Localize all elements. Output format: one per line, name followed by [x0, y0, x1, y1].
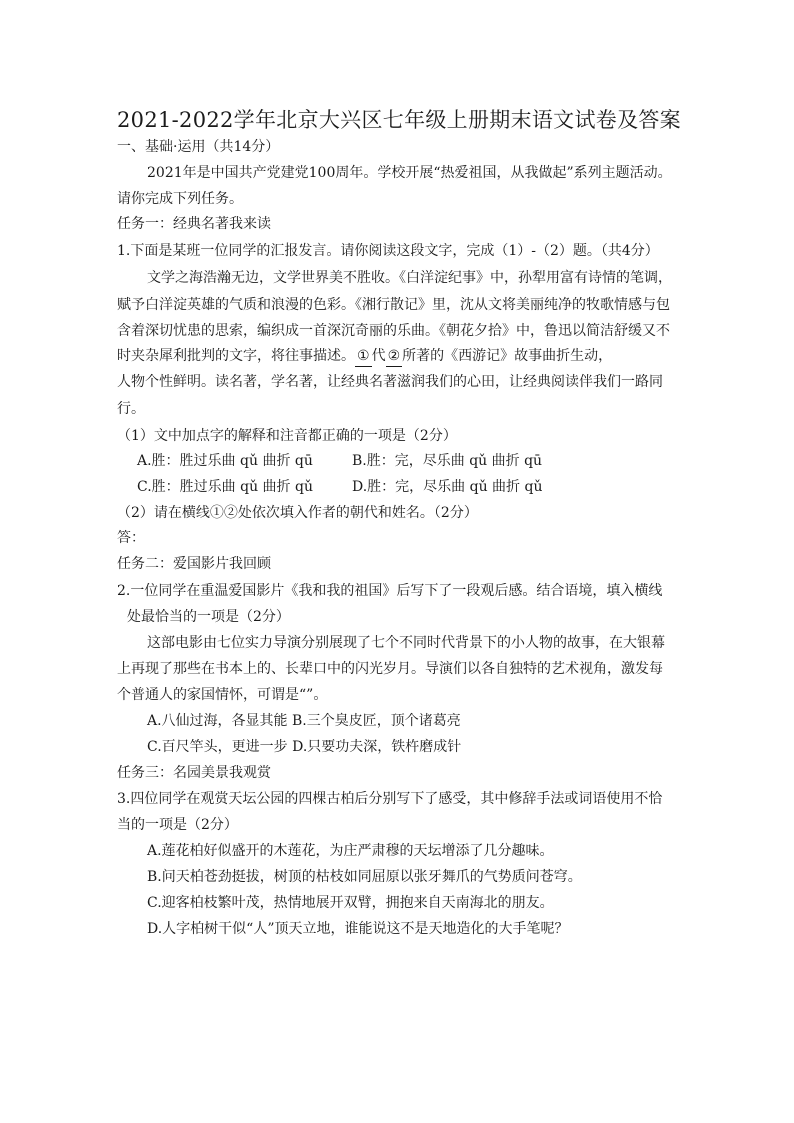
intro-line: 2021年是中国共产党建党100周年。学校开展“热爱祖国，从我做起”系列主题活动。	[147, 165, 672, 181]
task-heading: 任务二：爱国影片我回顾	[117, 556, 271, 572]
passage-line: 赋予白洋淀英雄的气质和浪漫的色彩。《湘行散记》里，沈从文将美丽纯净的牧歌情感与包	[117, 297, 670, 313]
question-stem: 3.四位同学在观赏天坛公园的四棵古柏后分别写下了感受，其中修辞手法或词语使用不恰	[117, 791, 663, 807]
question-stem: 2.一位同学在重温爱国影片《我和我的祖国》后写下了一段观后感。结合语境，填入横线	[117, 583, 663, 599]
passage-text: 代	[371, 348, 386, 364]
passage-line: 人物个性鲜明。读名著，学名著，让经典名著滋润我们的心田，让经典阅读伴我们一路同	[117, 374, 663, 390]
task-heading: 任务三：名园美景我观赏	[117, 765, 271, 781]
passage-line: 含着深切忧患的思索，编织成一首深沉奇丽的乐曲。《朝花夕拾》中，鲁迅以简洁舒缓又不	[117, 323, 670, 339]
sub-question-stem: （2）请在横线①②处依次填入作者的朝代和姓名。（2分）	[117, 505, 478, 521]
option-c[interactable]: C.迎客柏枝繁叶茂，热情地展开双臂，拥抱来自天南海北的朋友。	[147, 895, 554, 911]
question-stem: 处最恰当的一项是（2分）	[127, 609, 290, 625]
option-c[interactable]: C.胜：胜过乐曲 qǔ 曲折 qǔ	[137, 479, 313, 495]
options-line[interactable]: C.百尺竿头，更进一步 D.只要功夫深，铁杵磨成针	[147, 739, 462, 755]
option-d[interactable]: D.人字柏树干似“人”顶天立地，谁能说这不是天地造化的大手笔呢？	[147, 921, 569, 937]
sub-question-stem: （1）文中加点字的解释和注音都正确的一项是（2分）	[117, 428, 457, 444]
passage-line: 上再现了那些在书本上的、长辈口中的闪光岁月。导演们以各自独特的艺术视角，激发每	[117, 661, 663, 677]
passage-line: 文学之海浩瀚无边，文学世界美不胜收。《白洋淀纪事》中，孙犁用富有诗情的笔调，	[147, 270, 672, 286]
answer-label: 答：	[117, 530, 145, 546]
option-a[interactable]: A.胜：胜过乐曲 qǔ 曲折 qū	[137, 453, 313, 469]
intro-line: 请你完成下列任务。	[117, 191, 243, 207]
question-stem: 1.下面是某班一位同学的汇报发言。请你阅读这段文字，完成（1）-（2）题。（共4分）	[117, 243, 659, 259]
passage-text: 所著的《西游记》故事曲折生动，	[402, 348, 613, 364]
option-a[interactable]: A.莲花柏好似盛开的木莲花，为庄严肃穆的天坛增添了几分趣味。	[147, 843, 554, 859]
option-b[interactable]: B.问天柏苍劲挺拔，树顶的枯枝如同屈原以张牙舞爪的气势质问苍穹。	[147, 869, 582, 885]
fill-blank-1[interactable]: ①	[355, 346, 372, 367]
task-heading: 任务一：经典名著我来读	[117, 216, 271, 232]
page-title: 2021-2022学年北京大兴区七年级上册期末语文试卷及答案	[117, 108, 681, 132]
section-heading: 一、基础·运用（共14分）	[117, 139, 280, 155]
passage-line: 这部电影由七位实力导演分别展现了七个不同时代背景下的小人物的故事，在大银幕	[147, 635, 665, 651]
option-d[interactable]: D.胜：完，尽乐曲 qǔ 曲折 qǔ	[352, 479, 543, 495]
passage-line	[117, 346, 612, 367]
fill-blank-2[interactable]: ②	[386, 346, 403, 367]
passage-line: 个普通人的家国情怀，可谓是“”。	[117, 687, 328, 703]
option-b[interactable]: B.胜：完，尽乐曲 qǔ 曲折 qū	[352, 453, 543, 469]
passage-text: 时夹杂犀利批判的文字，将往事描述。	[117, 348, 355, 364]
options-line[interactable]: A.八仙过海，各显其能 B.三个臭皮匠，顶个诸葛亮	[147, 713, 461, 729]
question-stem: 当的一项是（2分）	[117, 817, 238, 833]
passage-line: 行。	[117, 401, 145, 417]
